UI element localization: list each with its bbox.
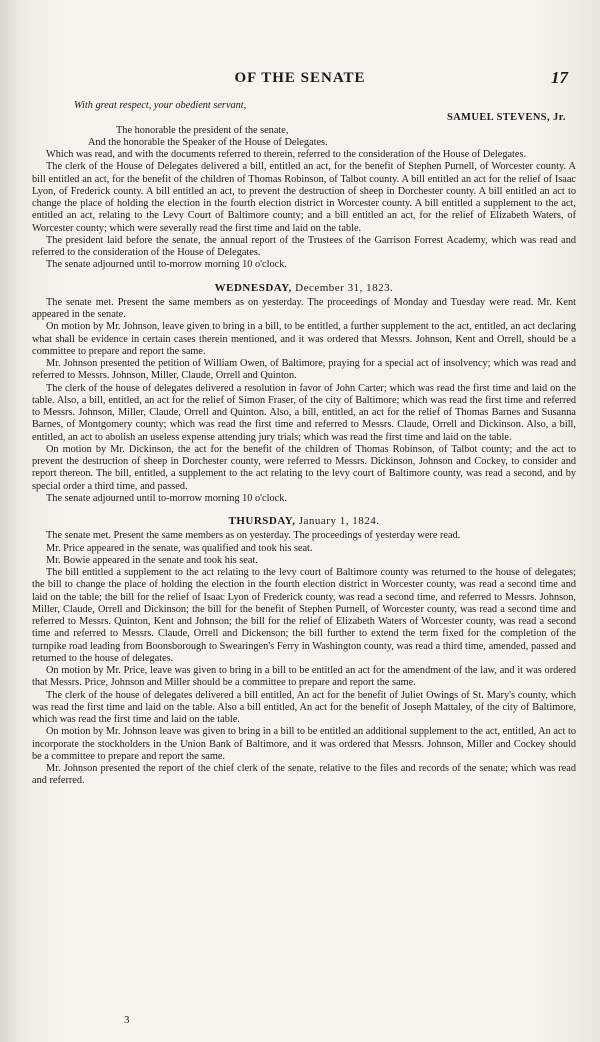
paragraph: The senate met. Present the same members as on yesterday. The proceedings of yesterday were read. <box>46 530 461 542</box>
paragraph: The senate adjourned until to-morrow morning 10 o'clock. <box>46 259 287 271</box>
entry-date-text: January 1, 1824. <box>298 515 380 527</box>
running-head: OF THE SENATE <box>234 70 366 86</box>
paragraph: On motion by Mr. Dickinson, the act for the benefit of the children of Thomas Robinson, of Talbot county; and the act to prevent the destruction of sheep in Dorchester county, were referred to Messrs. Dickinson, Johnson and Cockey, to consider and report thereon. The bill, entitled, a supplement to the act relating to the levy court of Baltimore county, was read a second, and by special order a third time, and passed. <box>32 443 576 492</box>
entry-date-text: December 31, 1823. <box>295 281 394 294</box>
paragraph: The bill entitled a supplement to the act relating to the levy court of Baltimore county was returned to the house of delegates; the bill to change the place of holding the election in the fourth election district in Worcester county, was read a second time and laid on the table; the bill for the relief of Isaac Lyon of Frederick county, was read a second time, and referred to Messrs. Johnson, Miller, Claude, Orrell and Dickinson; the bill for the benefit of Stephen Purnell, of Worcester county, was read a second time and referred to Messrs. Quinton, Kent and Johnson; the bill for the relief of Elizabeth Waters of Worcester county, was read a second time and referred to Messrs. Claude, Orrell and Dickenson; the bill further to extend the term fixed for the completion of the turnpike road leading from Boonsborough to Swearingen's Ferry in Washington county, was read a third time, amended, passed and returned to the house of delegates. <box>32 567 576 664</box>
letter-signature: SAMUEL STEVENS, Jr. <box>447 112 566 124</box>
letter-addressee-1: The honorable the president of the senate, <box>116 124 289 136</box>
entry-day: THURSDAY, <box>228 515 296 527</box>
page-number: 17 <box>551 68 568 87</box>
entry-date-wednesday <box>32 282 576 294</box>
letter-addressee-2: And the honorable the Speaker of the House of Delegates. <box>88 136 328 148</box>
paragraph: Mr. Johnson presented the report of the chief clerk of the senate, relative to the files and records of the senate; which was read and referred. <box>32 763 576 787</box>
printer-signature-mark: 3 <box>124 1014 130 1026</box>
paragraph: The president laid before the senate, the annual report of the Trustees of the Garrison Forrest Academy, which was read and referred to the consideration of the House of Delegates. <box>32 234 576 258</box>
paragraph: The clerk of the House of Delegates delivered a bill, entitled an act, for the benefit of Stephen Purnell, of Worcester county. A bill entitled an act, for the benefit of the children of Thomas Robinson, of Talbot county. A bill entitled an act for the relief of Isaac Lyon, of Frederick county. A bill entitled an act, to prevent the destruction of sheep in Dorchester county. A bill entitled an act to change the place of holding the election in the fourth election district in Worcester county. A bill entitled a supplement to the act, entitled an act, relating to the Levy Court of Baltimore county; and a bill entitled an act, for the relief of Elizabeth Waters, of Worcester county; which were severally read the first time and laid on the table. <box>32 161 576 234</box>
paragraph: Mr. Price appeared in the senate, was qualified and took his seat. <box>46 542 313 554</box>
paragraph: The clerk of the house of delegates delivered a bill entitled, An act for the benefit of Juliet Owings of St. Mary's county, which was read the first time and laid on the table. Also a bill entitled, An act for the benefit of Joseph Mattaley, of the city of Baltimore, which was read the first time and laid on the table. <box>32 689 576 725</box>
paragraph: On motion by Mr. Johnson leave was given to bring in a bill to be entitled an additional supplement to the act, entitled, An act to incorporate the stockholders in the Union Bank of Baltimore, and it was ordered that Messrs. Johnson, Miller and Cockey should be a committee to prepare and report the same. <box>32 726 576 762</box>
paragraph: Mr. Bowie appeared in the senate and took his seat. <box>46 554 258 566</box>
paragraph: Which was read, and with the documents referred to therein, referred to the consideration of the House of Delegates. <box>46 149 527 160</box>
paragraph: On motion by Mr. Price, leave was given to bring in a bill to be entitled an act for the amendment of the law, and it was ordered that Messrs. Price, Johnson and Miller should be a committee to prepare and report the same. <box>32 665 576 689</box>
entry-day: WEDNESDAY, <box>214 281 292 294</box>
paragraph: The clerk of the house of delegates delivered a resolution in favor of John Carter; which was read the first time and laid on the table. Also, a bill, entitled, an act for the relief of Simon Fraser, of the city of Baltimore; which was read the first time and referred to Messrs. Johnson, Miller, Claude, Orrell and Quinton. Also, a bill, entitled, an act for the relief of Thomas Barnes and Susanna Barnes, of Montgomery county; which was read the first time and referred to Messrs. Claude, Orrell and Dickinson. Also, a bill, entitled, an act to abolish an useless expense attending jury trials; which was read the first time and laid on the table. <box>32 382 576 443</box>
entry-date-thursday <box>32 515 576 527</box>
letter-salutation: With great respect, your obedient servant, <box>74 100 247 111</box>
journal-body <box>32 100 576 788</box>
paragraph: The senate met. Present the same members as on yesterday. The proceedings of Monday and Tuesday were read. Mr. Kent appeared in the senate. <box>32 296 576 320</box>
paragraph: Mr. Johnson presented the petition of William Owen, of Baltimore, praying for a special act of insolvency; which was read and referred to Messrs. Johnson, Miller, Claude, Orrell and Quinton. <box>32 358 576 382</box>
paragraph: On motion by Mr. Johnson, leave given to bring in a bill, to be entitled, a further supplement to the act, entitled, an act declaring what shall be evidence in certain cases therein mentioned, and it was ordered that Messrs. Johnson, Kent and Orrell, should be a committee to prepare and report the same. <box>32 321 576 357</box>
paragraph: The senate adjourned until to-morrow morning 10 o'clock. <box>46 492 287 504</box>
